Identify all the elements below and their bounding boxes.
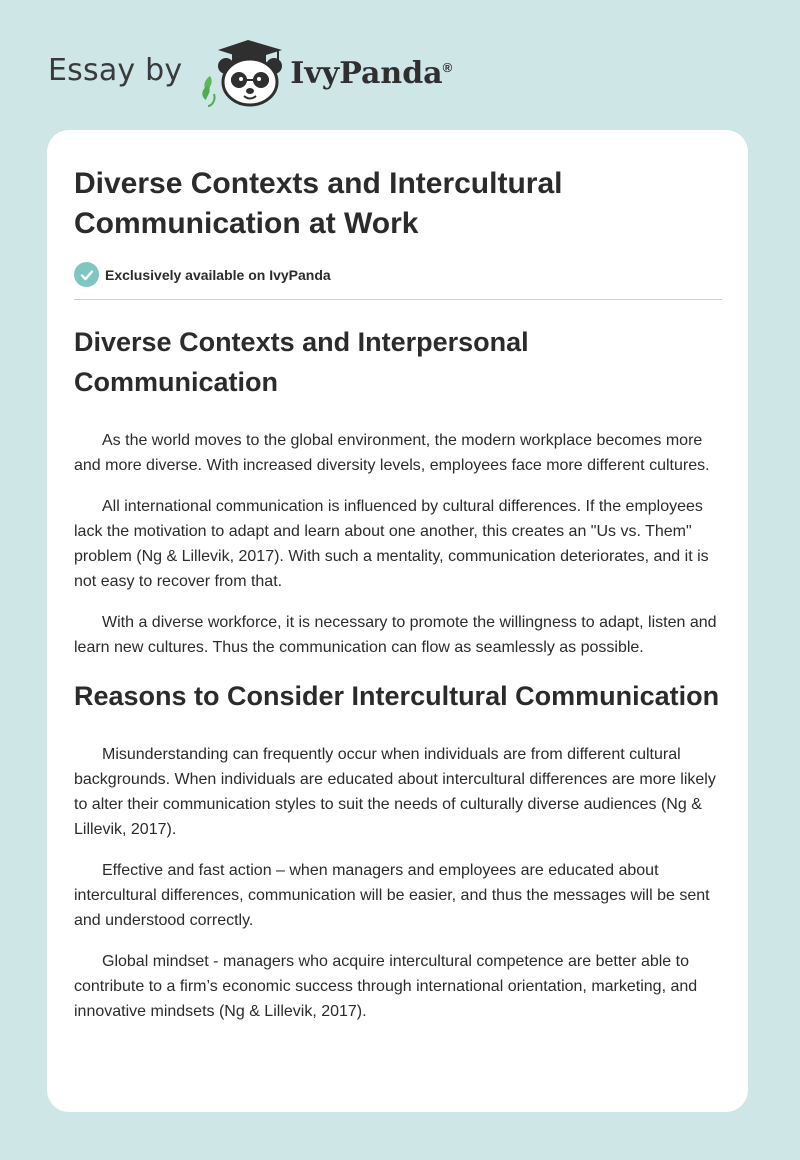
brand-prefix: Essay by [48,52,183,88]
paragraph: Misunderstanding can frequently occur when individuals are from different cultural backgrounds. When individuals are educated about intercultural differences are more likely to alter their communication styles to suit the needs of culturally diverse audiences (Ng & Lillevik, 2017). [74,746,716,838]
paragraph: All international communication is influenced by cultural differences. If the employees lack the motivation to adapt and learn about one another, this creates an "Us vs. Them" problem (Ng & Lillevik, 2017). With such a mentality, communication deteriorates, and it is not easy to recover from that. [74,498,709,590]
paragraph: With a diverse workforce, it is necessary to promote the willingness to adapt, listen and learn new cultures. Thus the communication can flow as seamlessly as possible. [74,614,717,656]
brand-name[interactable]: IvyPanda® [290,55,453,91]
ivy-leaf-icon [203,76,215,106]
divider [74,299,722,300]
exclusive-badge [74,262,722,287]
registered-mark: ® [442,59,453,75]
essay-card [47,130,748,1112]
section-heading: Diverse Contexts and Interpersonal Communication [74,327,529,397]
section-interpersonal [74,322,722,660]
section-reasons [74,676,722,1024]
paragraph: Global mindset - managers who acquire intercultural competence are better able to contribute to a firm’s economic success through international orientation, marketing, and innovative mindsets (Ng & Lillevik, 2017). [74,953,698,1020]
check-badge-icon [74,262,99,287]
badge-label: Exclusively available on IvyPanda [105,266,331,283]
site-header [48,36,452,108]
paragraph: As the world moves to the global environment, the modern workplace becomes more and more diverse. With increased diversity levels, employees face more different cultures. [74,432,710,474]
paragraph: Effective and fast action – when managers and employees are educated about intercultural differences, communication will be easier, and thus the messages will be sent and understood correctly. [74,862,710,929]
essay-title: Diverse Contexts and Intercultural Communication at Work [74,167,563,240]
section-heading: Reasons to Consider Intercultural Communication [74,681,720,711]
panda-logo-icon[interactable] [196,36,288,108]
